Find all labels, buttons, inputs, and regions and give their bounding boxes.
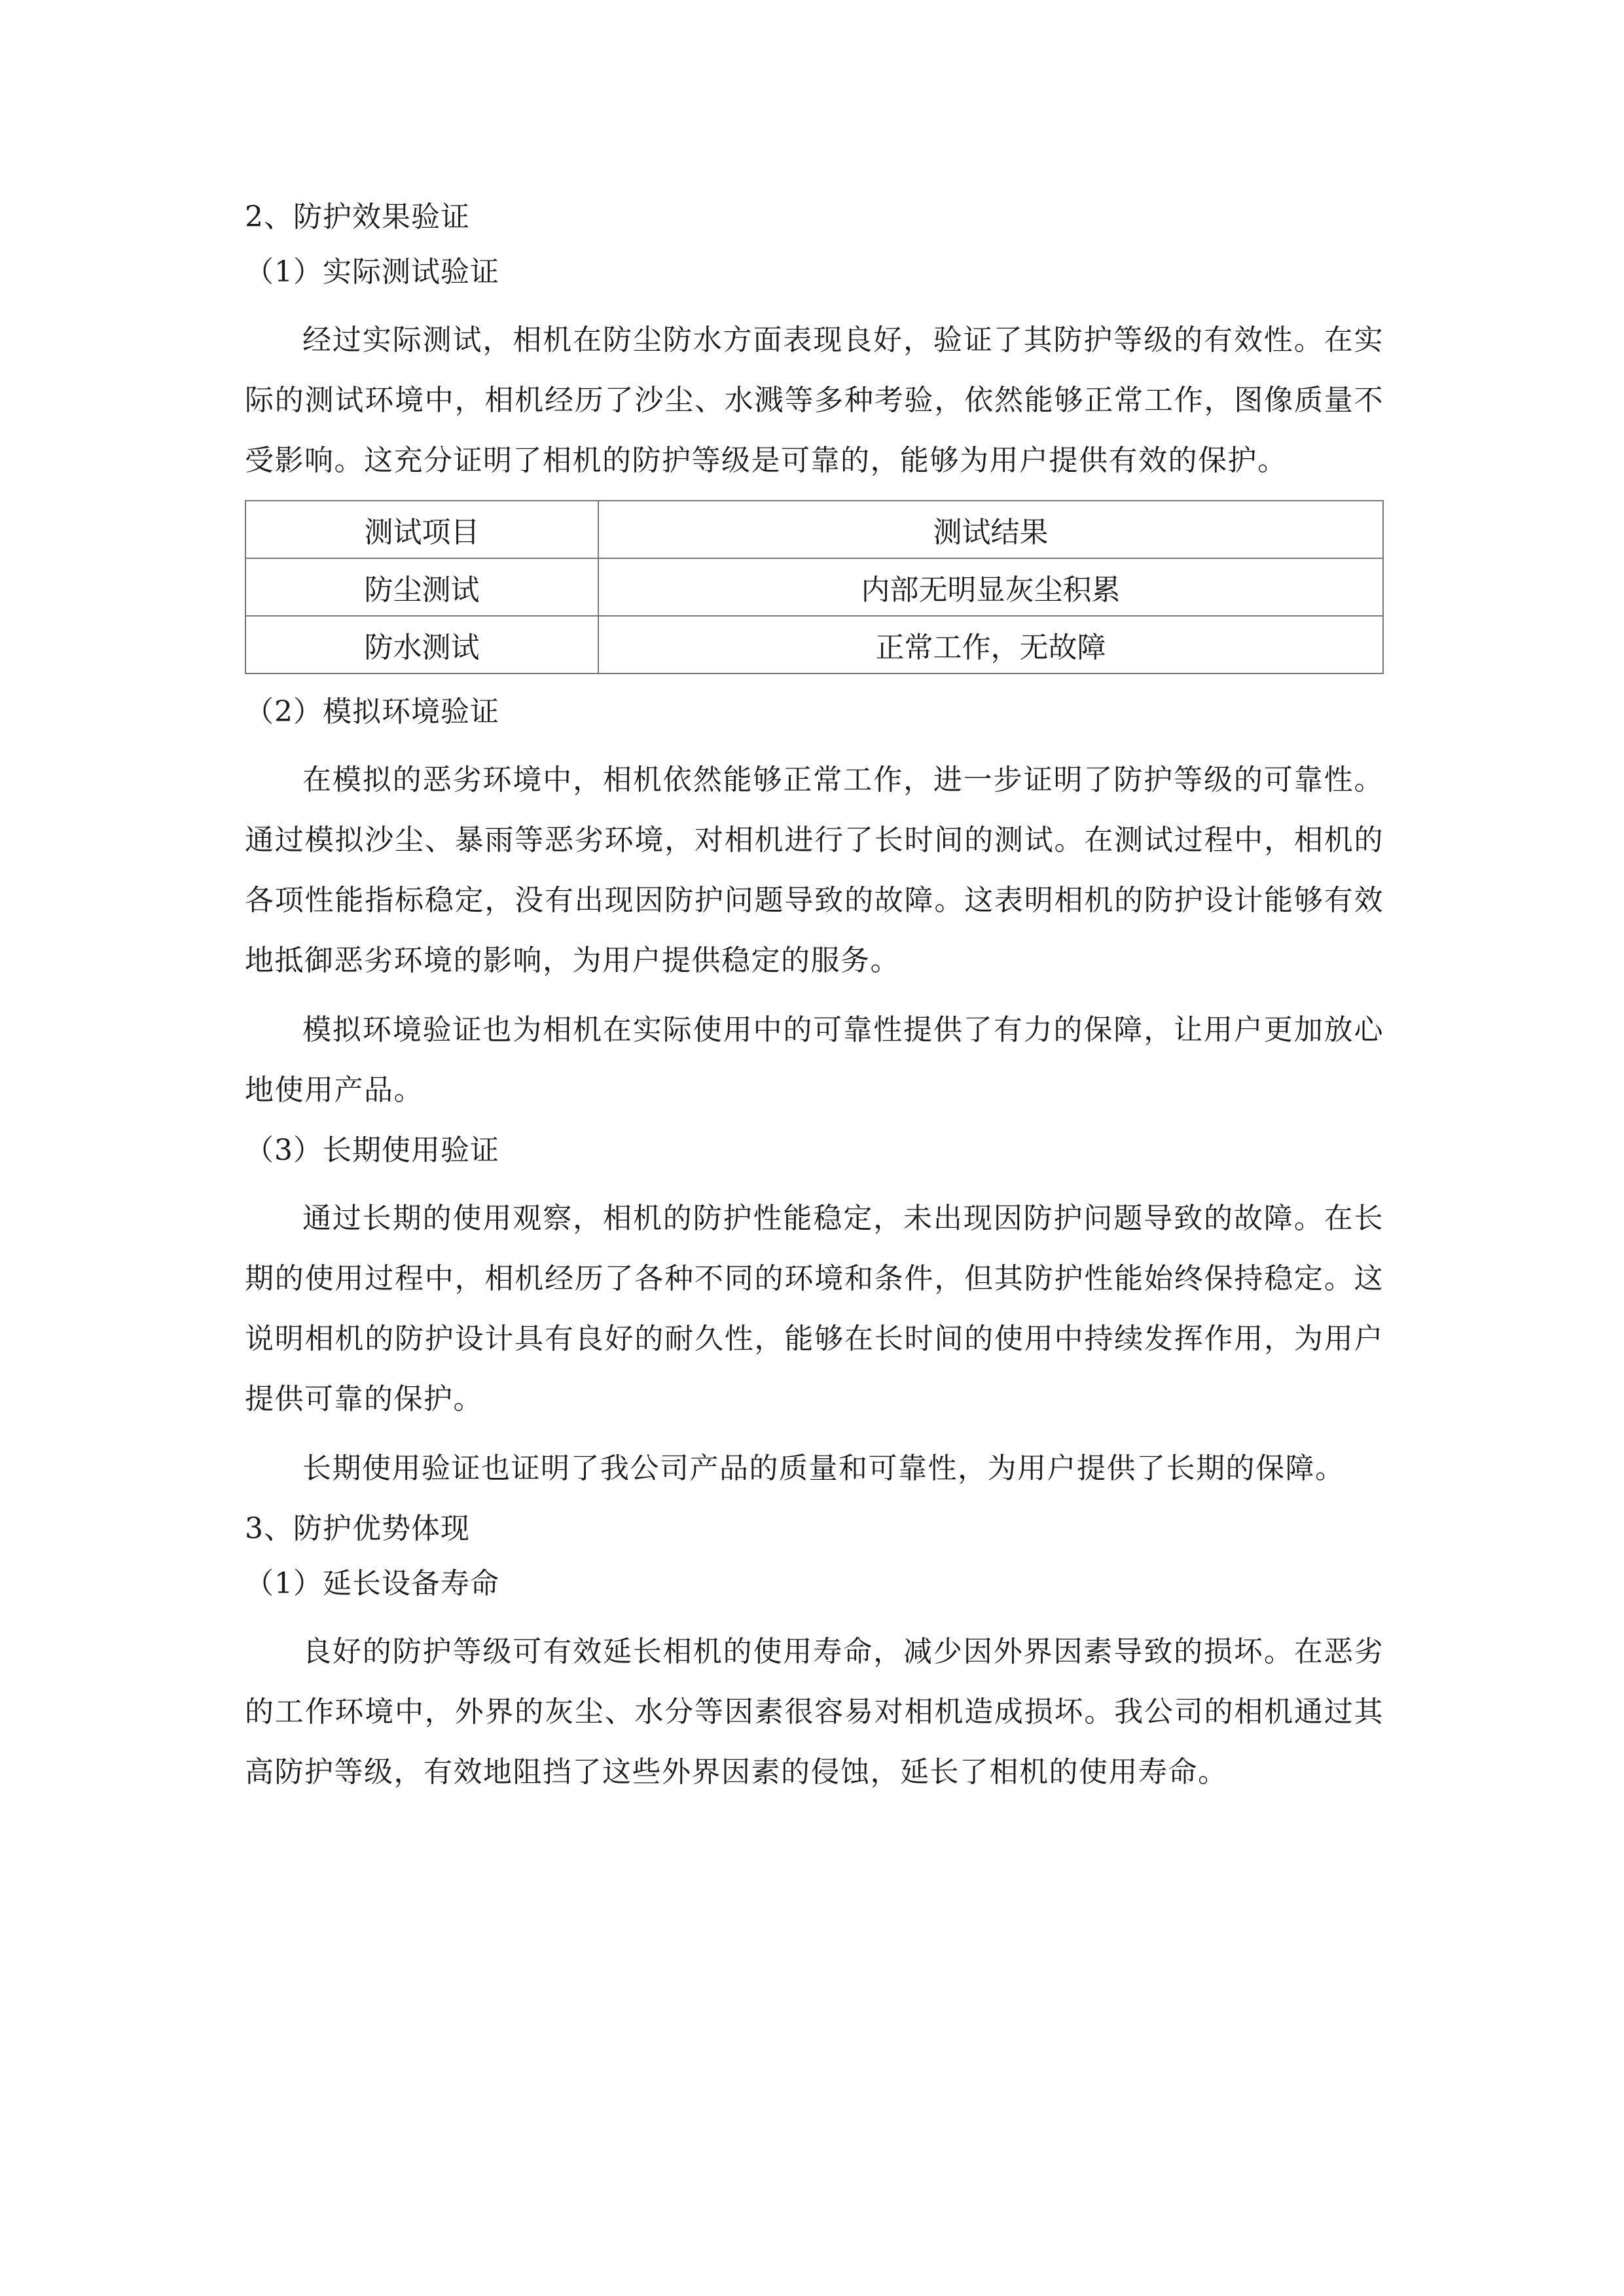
table-row — [245, 558, 1383, 616]
subsection-extend-life-heading: （1）延长设备寿命 — [245, 1567, 499, 1600]
actual-test-paragraph: 经过实际测试，相机在防尘防水方面表现良好，验证了其防护等级的有效性。在实际的测试环境中，相机经历了沙尘、水溅等多种考验，依然能够正常工作，图像质量不受影响。这充分证明了相机的防护等级是可靠的，能够为用户提供有效的保护。 — [245, 323, 1384, 477]
test-results-table — [245, 500, 1384, 674]
header-test-item: 测试项目 — [245, 501, 598, 558]
header-test-result: 测试结果 — [598, 501, 1383, 558]
subsection-actual-test-heading: （1）实际测试验证 — [245, 255, 499, 289]
table-row — [245, 616, 1383, 673]
long-term-paragraph-1: 通过长期的使用观察，相机的防护性能稳定，未出现因防护问题导致的故障。在长期的使用过程中，相机经历了各种不同的环境和条件，但其防护性能始终保持稳定。这说明相机的防护设计具有良好的耐久性，能够在长时间的使用中持续发挥作用，为用户提供可靠的保护。 — [245, 1202, 1384, 1416]
simulated-env-paragraph-2: 模拟环境验证也为相机在实际使用中的可靠性提供了有力的保障，让用户更加放心地使用产品。 — [245, 1013, 1384, 1107]
table-cell: 正常工作，无故障 — [598, 616, 1383, 673]
extend-life-paragraph: 良好的防护等级可有效延长相机的使用寿命，减少因外界因素导致的损坏。在恶劣的工作环境中，外界的灰尘、水分等因素很容易对相机造成损坏。我公司的相机通过其高防护等级，有效地阻挡了这些外界因素的侵蚀，延长了相机的使用寿命。 — [245, 1635, 1384, 1789]
subsection-long-term-heading: （3）长期使用验证 — [245, 1134, 499, 1167]
table-cell: 防尘测试 — [245, 558, 598, 616]
long-term-paragraph-2: 长期使用验证也证明了我公司产品的质量和可靠性，为用户提供了长期的保障。 — [302, 1452, 1345, 1485]
table-header-row — [245, 501, 1383, 558]
section-2-heading: 2、防护效果验证 — [245, 200, 470, 234]
table-cell: 内部无明显灰尘积累 — [598, 558, 1383, 616]
document-body — [245, 196, 1384, 1812]
section-3-heading: 3、防护优势体现 — [245, 1512, 470, 1545]
simulated-env-paragraph-1: 在模拟的恶劣环境中，相机依然能够正常工作，进一步证明了防护等级的可靠性。通过模拟沙尘、暴雨等恶劣环境，对相机进行了长时间的测试。在测试过程中，相机的各项性能指标稳定，没有出现因防护问题导致的故障。这表明相机的防护设计能够有效地抵御恶劣环境的影响，为用户提供稳定的服务。 — [245, 763, 1384, 977]
subsection-simulated-env-heading: （2）模拟环境验证 — [245, 695, 499, 728]
table-cell: 防水测试 — [245, 616, 598, 673]
